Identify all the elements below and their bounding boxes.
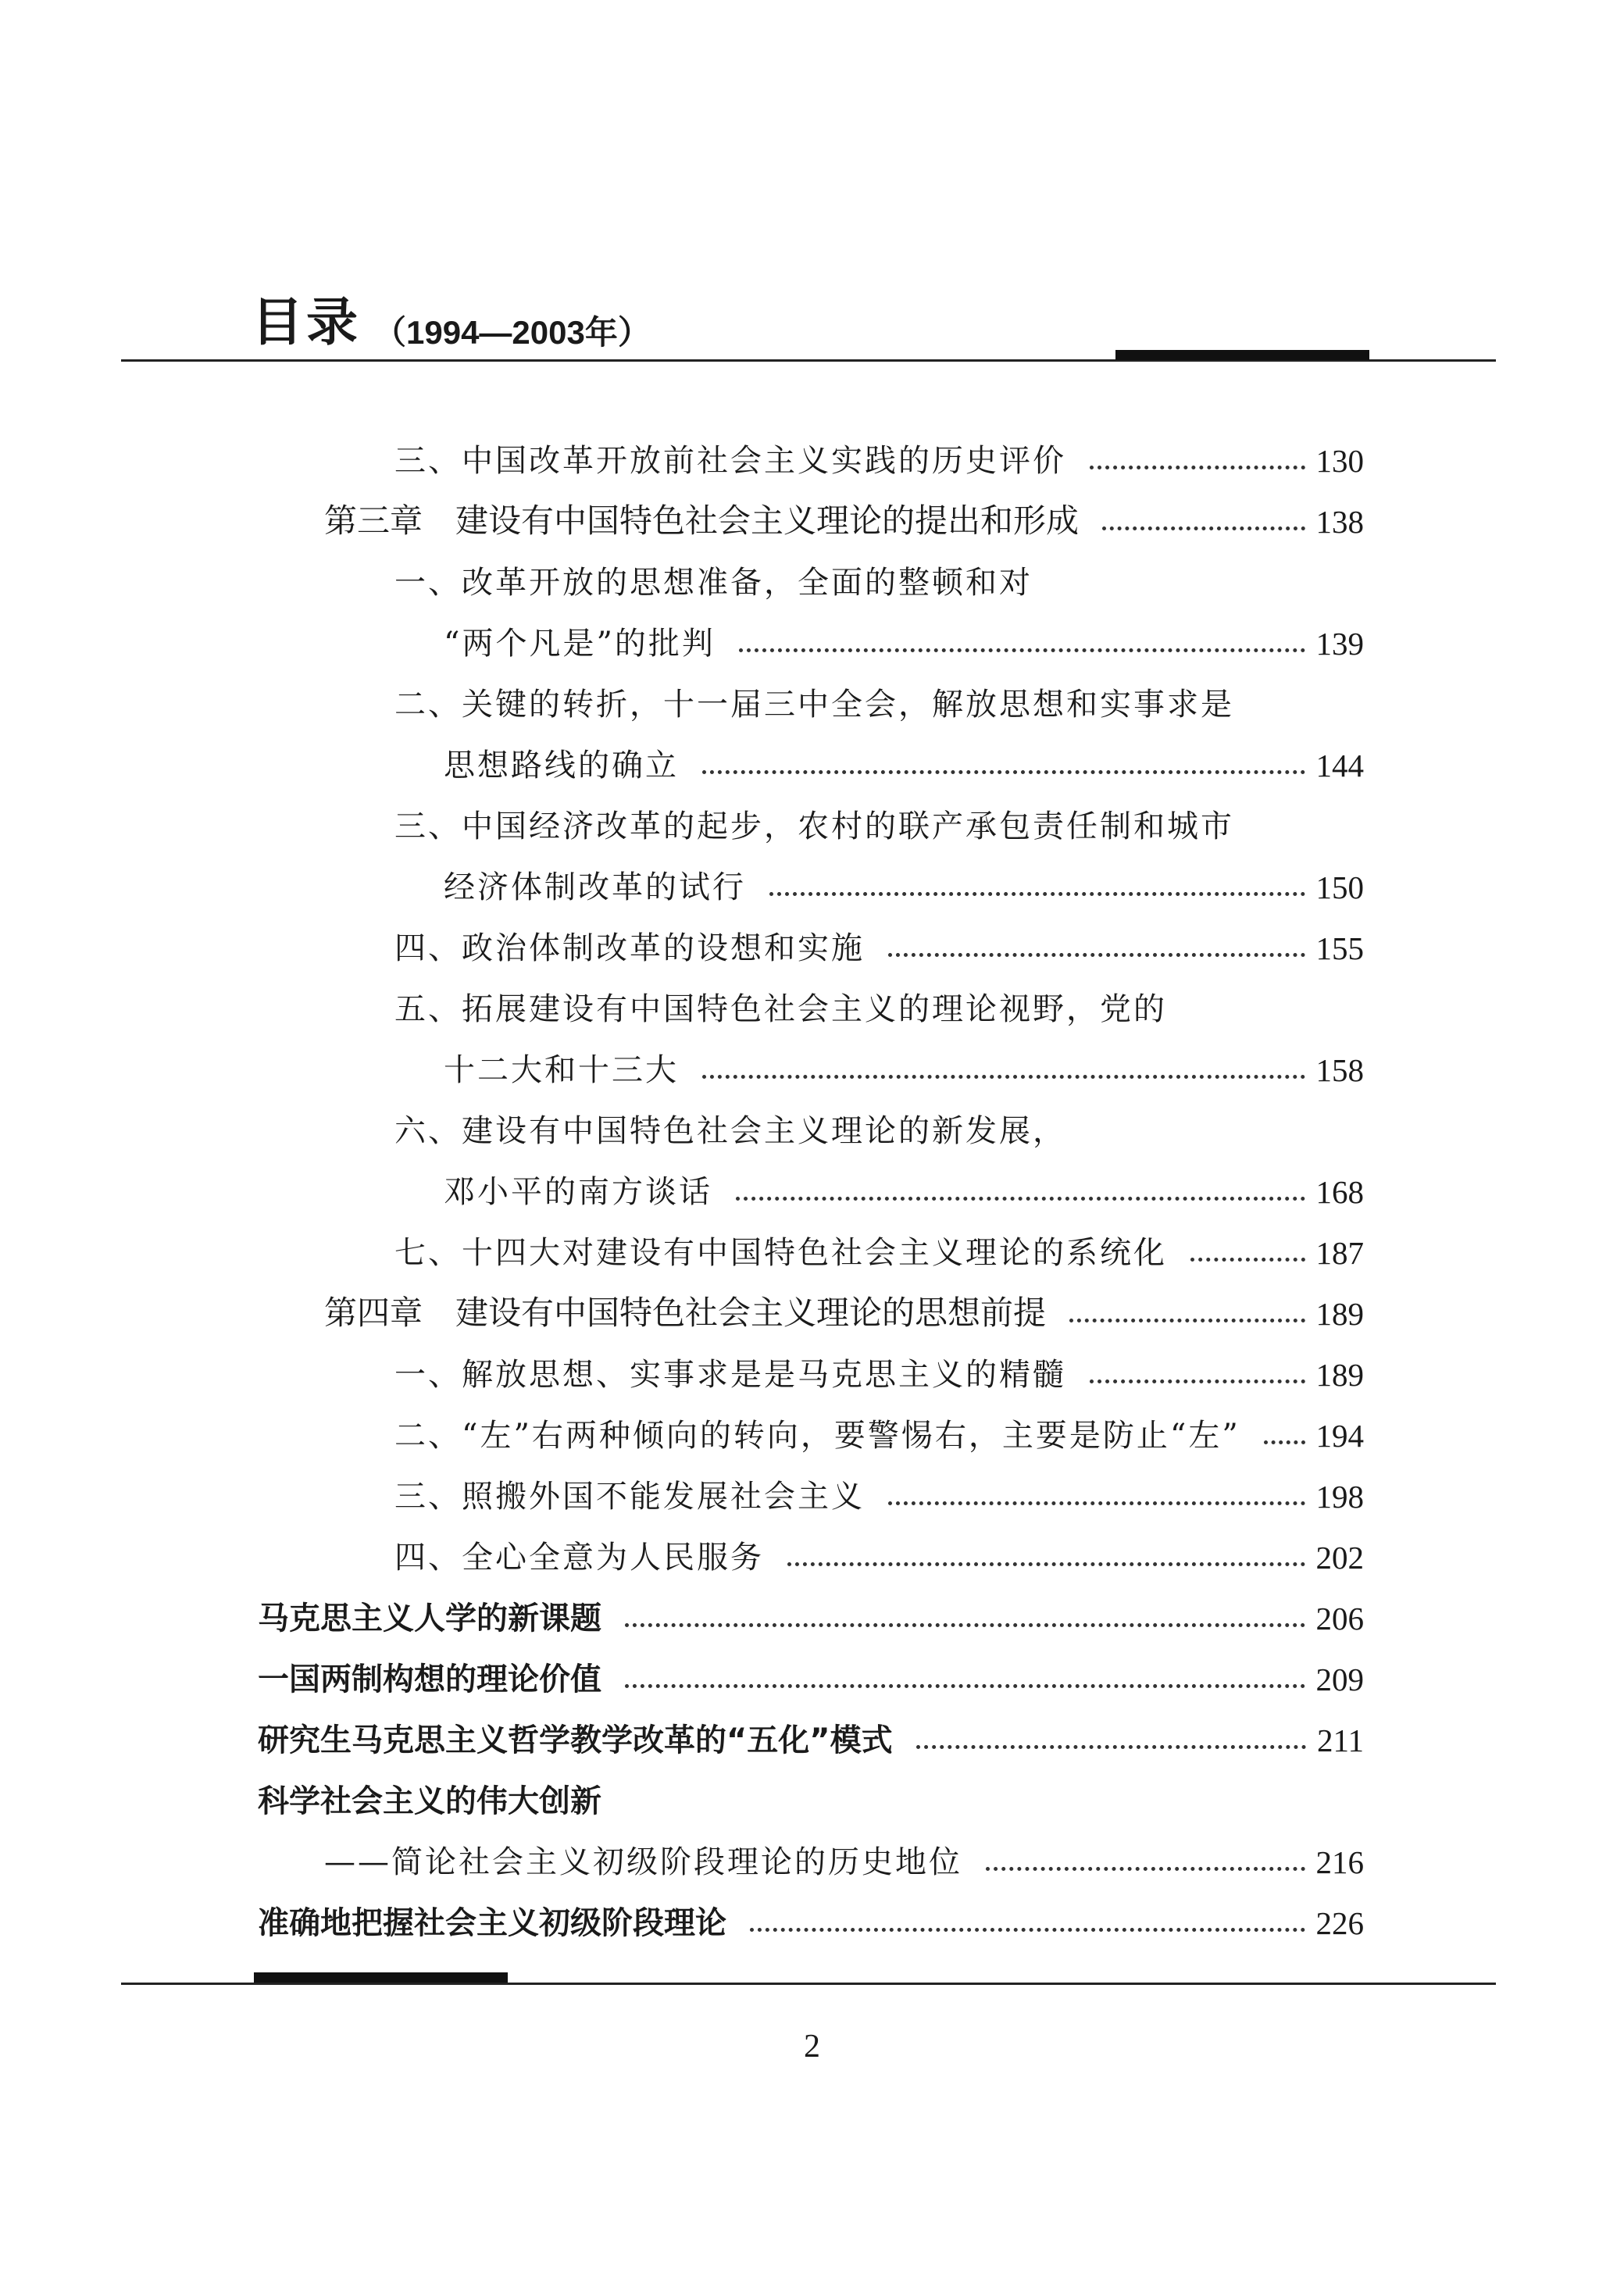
- footer-rule-accent: [254, 1972, 508, 1983]
- toc-entry-title: 六、建设有中国特色社会主义理论的新发展，: [394, 1113, 1066, 1149]
- toc-entry-page: 158: [1315, 1051, 1364, 1088]
- toc-dot-leader: [736, 1197, 1305, 1201]
- toc-entry-title: 四、全心全意为人民服务: [394, 1540, 764, 1576]
- toc-entry-title: “两个凡是”的批判: [444, 626, 716, 662]
- toc-entry-page: 144: [1315, 747, 1364, 783]
- toc-dot-leader: [739, 648, 1305, 652]
- toc-entry-title: 马克思主义人学的新课题: [258, 1601, 601, 1636]
- toc-dot-leader: [1090, 1379, 1305, 1383]
- header-subtitle: （1994—2003年）: [373, 314, 651, 351]
- toc-entry-title: 一国两制构想的理论价值: [258, 1661, 601, 1697]
- toc-article-entry[interactable]: [258, 1900, 1364, 1947]
- toc-entry-page: 150: [1315, 869, 1364, 905]
- toc-entry-title: 三、照搬外国不能发展社会主义: [394, 1479, 865, 1515]
- toc-entry-title: 十二大和十三大: [444, 1052, 679, 1088]
- toc-entry-page: 130: [1315, 442, 1364, 479]
- toc-entry-page: 198: [1315, 1478, 1364, 1515]
- toc-dot-leader: [1264, 1440, 1305, 1444]
- toc-chapter-entry[interactable]: [324, 498, 1364, 545]
- toc-dot-leader: [1069, 1319, 1305, 1322]
- toc-entry-title: 七、十四大对建设有中国特色社会主义理论的系统化: [394, 1235, 1167, 1271]
- toc-entry[interactable]: [394, 1534, 1364, 1581]
- toc-chapter-label: 第三章: [324, 504, 423, 540]
- toc-entry[interactable]: [394, 1412, 1364, 1459]
- toc-dot-leader: [1090, 466, 1305, 469]
- toc-dot-leader: [1102, 526, 1305, 530]
- toc-entry-title: ——简论社会主义初级阶段理论的历史地位: [324, 1844, 962, 1880]
- toc-article-entry[interactable]: [258, 1717, 1364, 1764]
- toc-dot-leader: [625, 1623, 1305, 1627]
- toc-entry-title: 二、关键的转折，十一届三中全会，解放思想和实事求是: [394, 687, 1234, 723]
- toc-entry-title: 三、中国经济改革的起步，农村的联产承包责任制和城市: [394, 808, 1234, 844]
- page-number: 2: [804, 2029, 820, 2065]
- toc-entry-page: 138: [1315, 503, 1364, 540]
- toc-entry-title: 经济体制改革的试行: [444, 869, 746, 905]
- toc-entry-title: 二、“左”右两种倾向的转向，要警惕右，主要是防止“左”: [394, 1418, 1240, 1454]
- toc-entry-title: 邓小平的南方谈话: [444, 1174, 712, 1210]
- toc-entry-title: 一、解放思想、实事求是是马克思主义的精髓: [394, 1357, 1066, 1393]
- toc-entry-title: 思想路线的确立: [444, 748, 679, 783]
- toc-entry-page: 168: [1315, 1173, 1364, 1210]
- toc-entry-page: 189: [1315, 1356, 1364, 1393]
- toc-dot-leader: [986, 1867, 1305, 1871]
- toc-dot-leader: [888, 1501, 1305, 1505]
- toc-article-entry[interactable]: [258, 1656, 1364, 1703]
- toc-dot-leader: [769, 892, 1305, 896]
- toc-entry[interactable]: [394, 437, 1364, 484]
- toc-entry-title: 研究生马克思主义哲学教学改革的“五化”模式: [258, 1722, 893, 1758]
- toc-dot-leader: [916, 1745, 1306, 1749]
- toc-entry-page: 202: [1315, 1539, 1364, 1576]
- toc-entry-page: 206: [1315, 1600, 1364, 1636]
- toc-entry-title: 科学社会主义的伟大创新: [258, 1783, 601, 1819]
- toc-dot-leader: [888, 953, 1305, 957]
- toc-dot-leader: [787, 1562, 1305, 1566]
- toc-entry-page: 216: [1315, 1843, 1364, 1880]
- toc-entry[interactable]: [394, 1473, 1364, 1520]
- toc-entry-page: 209: [1315, 1661, 1364, 1697]
- footer-rule: [121, 1983, 1496, 1985]
- toc-entry-page: 139: [1315, 625, 1364, 662]
- toc-entry[interactable]: [394, 1108, 1364, 1155]
- toc-entry[interactable]: [444, 1047, 1364, 1094]
- toc-dot-leader: [750, 1928, 1305, 1932]
- toc-dot-leader: [702, 1075, 1305, 1079]
- toc-entry[interactable]: [444, 1169, 1364, 1215]
- toc-entry-title: 一、改革开放的思想准备，全面的整顿和对: [394, 565, 1033, 601]
- toc-entry-page: 189: [1315, 1295, 1364, 1332]
- toc-entry-title: 建设有中国特色社会主义理论的思想前提: [455, 1296, 1047, 1332]
- toc-entry[interactable]: [394, 986, 1364, 1033]
- toc-entry[interactable]: [394, 1351, 1364, 1398]
- toc-dot-leader: [702, 770, 1305, 774]
- header-rule-accent: [1115, 350, 1369, 360]
- toc-entry[interactable]: [394, 925, 1364, 972]
- toc-entry-page: 187: [1315, 1234, 1364, 1271]
- toc-entry[interactable]: [394, 1230, 1364, 1276]
- toc-chapter-label: 第四章: [324, 1296, 423, 1332]
- toc-subtitle-entry[interactable]: [324, 1839, 1364, 1886]
- toc-entry-title: 建设有中国特色社会主义理论的提出和形成: [455, 504, 1080, 540]
- toc-entry-page: 194: [1315, 1417, 1364, 1454]
- toc-entry[interactable]: [444, 742, 1364, 789]
- toc-entry-title: 五、拓展建设有中国特色社会主义的理论视野，党的: [394, 991, 1167, 1027]
- toc-entry[interactable]: [394, 559, 1364, 606]
- toc-article-entry[interactable]: [258, 1778, 1364, 1825]
- toc-dot-leader: [625, 1684, 1305, 1688]
- toc-entry-page: 155: [1315, 930, 1364, 966]
- toc-entry-page: 211: [1317, 1722, 1364, 1758]
- toc-entry-title: 准确地把握社会主义初级阶段理论: [258, 1905, 726, 1941]
- toc-entry[interactable]: [394, 803, 1364, 850]
- toc-dot-leader: [1190, 1258, 1305, 1262]
- toc-article-entry[interactable]: [258, 1595, 1364, 1642]
- toc-entry-page: 226: [1315, 1904, 1364, 1941]
- toc-entry[interactable]: [444, 620, 1364, 667]
- header-title: 目录: [252, 292, 361, 352]
- toc-entry[interactable]: [394, 681, 1364, 728]
- toc-entry-title: 三、中国改革开放前社会主义实践的历史评价: [394, 443, 1066, 479]
- toc-chapter-entry[interactable]: [324, 1290, 1364, 1337]
- toc-entry-title: 四、政治体制改革的设想和实施: [394, 930, 865, 966]
- toc-entry[interactable]: [444, 864, 1364, 911]
